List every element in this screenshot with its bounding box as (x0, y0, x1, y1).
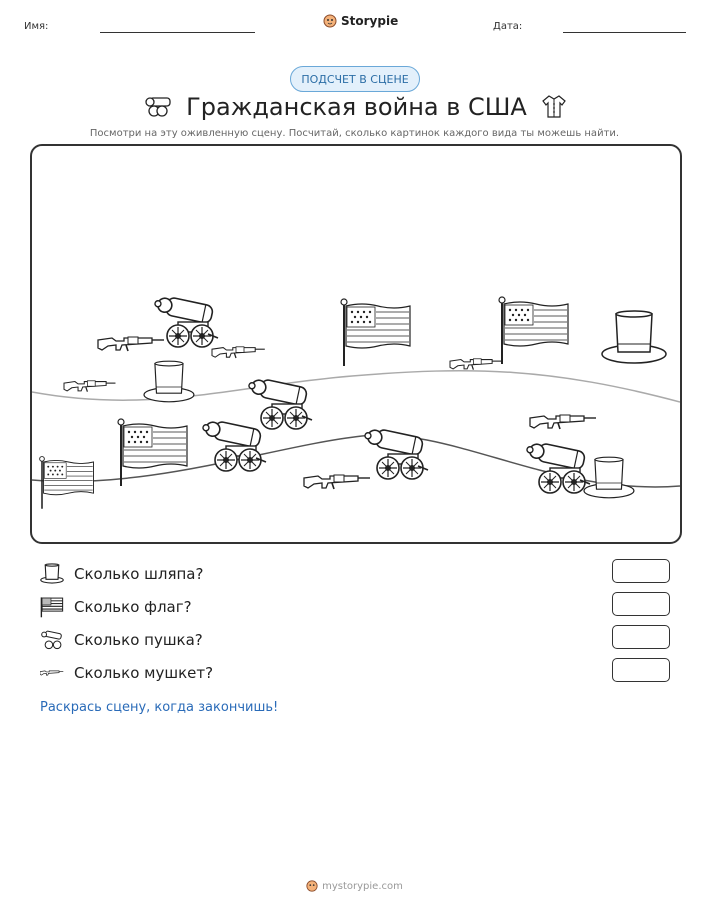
cannon (525, 440, 590, 493)
answer-box-cannon[interactable] (612, 625, 670, 649)
mascot-icon (323, 14, 337, 28)
flag (118, 419, 187, 486)
musket-icon (40, 661, 64, 685)
flag (40, 457, 94, 509)
hat (602, 311, 666, 363)
name-line[interactable] (100, 32, 255, 33)
question-flag (40, 595, 192, 619)
answer-box-flag[interactable] (612, 592, 670, 616)
musket (98, 337, 164, 351)
musket (64, 381, 115, 392)
brand-name: Storypie (341, 14, 399, 28)
question-text: Сколько мушкет? (74, 664, 214, 682)
mascot-icon (306, 880, 318, 892)
flag (341, 299, 410, 366)
answer-box-musket[interactable] (612, 658, 670, 682)
hat-icon (40, 562, 64, 586)
question-text: Сколько шляпа? (74, 565, 204, 583)
flag (499, 297, 568, 364)
question-musket (40, 661, 213, 685)
cannon-icon (142, 94, 172, 118)
footer-url[interactable]: mystorypie.com (322, 880, 403, 892)
date-label: Дата: (493, 21, 523, 32)
uniform-icon (541, 93, 567, 119)
cannon-icon (40, 628, 64, 652)
question-hat (40, 562, 203, 586)
musket (450, 359, 501, 370)
footer (0, 880, 709, 892)
counting-scene (30, 144, 682, 544)
musket (212, 347, 265, 358)
coloring-note: Раскрась сцену, когда закончишь! (40, 700, 279, 715)
hat (144, 361, 194, 402)
cannon (153, 294, 218, 347)
musket (530, 415, 596, 429)
cannon (201, 418, 266, 471)
question-text: Сколько флаг? (74, 598, 192, 616)
date-line[interactable] (563, 32, 686, 33)
name-label: Имя: (24, 21, 49, 32)
cannon (363, 426, 428, 479)
scene-drawing (32, 146, 680, 542)
page-title (0, 93, 709, 121)
brand-logo (323, 14, 398, 28)
title-text: Гражданская война в США (186, 93, 527, 121)
question-cannon (40, 628, 203, 652)
question-text: Сколько пушка? (74, 631, 203, 649)
cannon (247, 376, 312, 429)
activity-badge: ПОДСЧЕТ В СЦЕНЕ (290, 66, 420, 92)
instructions: Посмотри на эту оживленную сцену. Посчитай, сколько картинок каждого вида ты можешь найти. (89, 128, 620, 139)
hat (584, 457, 634, 498)
flag-icon (40, 595, 64, 619)
answer-box-hat[interactable] (612, 559, 670, 583)
musket (304, 475, 370, 489)
